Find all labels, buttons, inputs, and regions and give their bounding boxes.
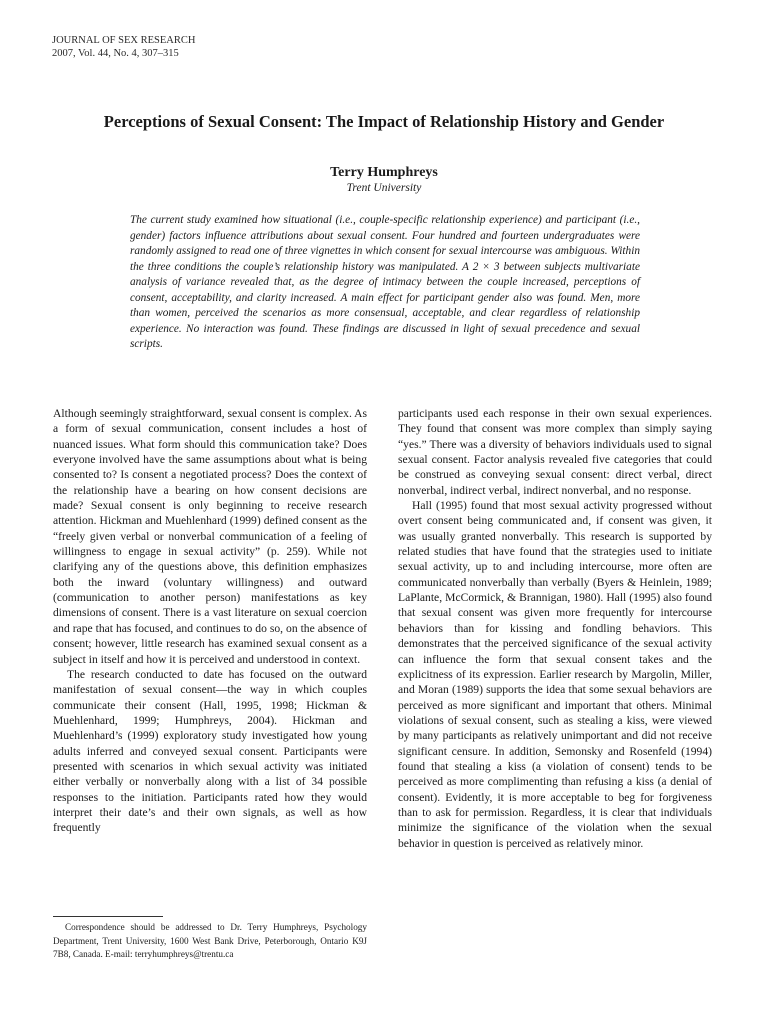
body-column-right <box>398 406 712 851</box>
abstract: The current study examined how situational (i.e., couple-specific relationship experience) and participant (i.e., gender) factors influence attributions about sexual consent. Four hundred and fourteen undergraduates were randomly assigned to read one of three vignettes in which consent for sexual intercourse was ambiguous. Within the three conditions the couple’s relationship history was manipulated. A 2 × 3 between subjects multivariate analysis of variance revealed that, as the degree of intimacy between the couple increased, perceptions of consent, acceptability, and clarity increased. A main effect for participant gender also was found. Men, more than women, perceived the scenarios as more consensual, acceptable, and clear regardless of relationship experience. No interaction was found. These findings are discussed in light of sexual precedence and sexual scripts. <box>130 214 640 350</box>
footnote-divider <box>53 916 163 917</box>
body-column-left <box>53 406 367 836</box>
body-paragraph: participants used each response in their own sexual experiences. They found that consent was more complex than simply saying “yes.” There was a diversity of behaviors individuals used to signal sexual consent. Factor analysis revealed five categories that could be construed as conveying sexual consent: direct verbal, direct nonverbal, indirect verbal, indirect nonverbal, and no response. <box>398 407 712 497</box>
journal-citation: 2007, Vol. 44, No. 4, 307–315 <box>52 48 179 59</box>
author-affiliation: Trent University <box>346 182 422 194</box>
body-paragraph: The research conducted to date has focused on the outward manifestation of sexual consent—the way in which couples communicate their consent (Hall, 1995, 1998; Hickman & Muehlenhard, 1999; Humphreys, 2004). Hickman and Muehlenhard’s (1999) exploratory study investigated how young adults inferred and conveyed sexual consent. Participants were presented with scenarios in which sexual activity was initiated either verbally or nonverbally along with a list of 34 possible responses to the initiation. Participants rated how they would interpret their date’s and their own signals, as well as how frequently <box>53 667 367 835</box>
journal-header <box>52 34 195 60</box>
author-name: Terry Humphreys <box>330 165 438 180</box>
body-paragraph: Although seemingly straightforward, sexual consent is complex. As a form of sexual communication, consent includes a host of nuanced issues. What form should this communication take? Does everyone involved have the same assumptions about what is being consented to? Is consent a negotiated process? Does the context of the relationship have a bearing on how consent decisions are made? Sexual consent is only beginning to receive research attention. Hickman and Muehlenhard (1999) defined consent as the “freely given verbal or nonverbal communication of a feeling of willingness to engage in sexual activity” (p. 259). While not clarifying any of the questions above, this definition emphasizes both the inward (voluntary willingness) and outward (communication to another person) manifestations as key dimensions of consent. There is a vast literature on sexual coercion and rape that has focused, and continues to do so, on the absence of consent; however, little research has examined sexual consent as a subject in itself and how it is perceived and understood in context. <box>53 407 367 666</box>
journal-name: JOURNAL OF SEX RESEARCH <box>52 35 196 46</box>
correspondence-footnote: Correspondence should be addressed to Dr. Terry Humphreys, Psychology Department, Trent University, 1600 West Bank Drive, Peterborough, Ontario K9J 7B8, Canada. E-mail: terryhumphreys@trentu.ca <box>53 922 367 959</box>
article-title: Perceptions of Sexual Consent: The Impact of Relationship History and Gender <box>103 112 665 131</box>
body-paragraph: Hall (1995) found that most sexual activity progressed without overt consent being communicated and, if consent was given, it was usually granted nonverbally. This research is supported by related studies that have found that the strategies used to initiate sexual activity, up to and including intercourse, more often are communicated nonverbally than verbally (Byers & Heinlein, 1989; LaPlante, McCormick, & Brannigan, 1980). Hall (1995) also found that sexual consent was given more frequently for intercourse behaviors than for kissing and fondling behaviors. This demonstrates that the perceived significance of the sexual activity can influence the form that sexual consent takes and the explicitness of its expression. Earlier research by Margolin, Miller, and Moran (1989) supports the idea that some sexual behaviors are perceived as more significant and important that others. Minimal violations of sexual consent, such as stealing a kiss, were viewed by many participants as relatively unimportant and did not receive significant censure. In addition, Semonsky and Rosenfeld (1994) found that stealing a kiss (a violation of consent) tends to be perceived as more complimenting than refusing a kiss (a denial of consent). Evidently, it is more acceptable to beg for forgiveness than to ask for permission. Regardless, it is clear that individuals minimize the significance of the violation when the sexual behavior in question is perceived as relatively minor. <box>398 499 712 850</box>
